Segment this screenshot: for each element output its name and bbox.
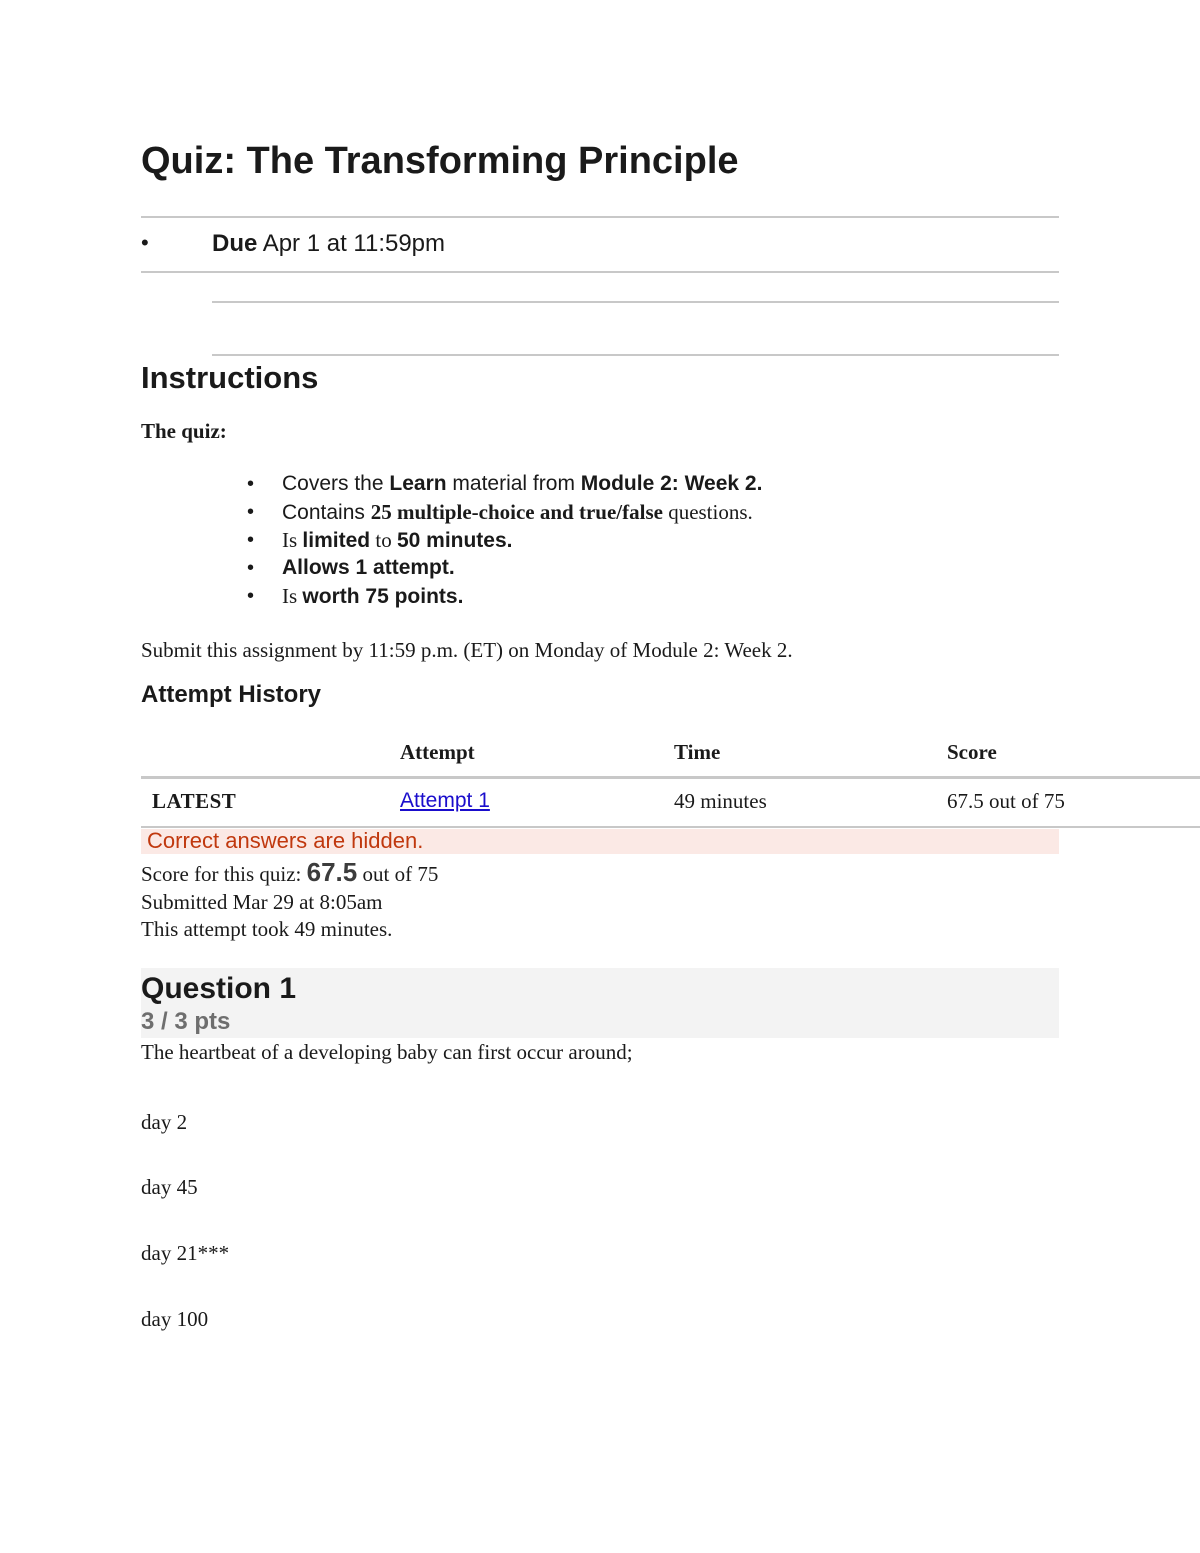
list-item-text: material from (446, 472, 581, 495)
list-item-text: questions. (662, 500, 753, 524)
attempt-link-text[interactable]: Attempt 1 (400, 789, 490, 812)
list-item-text: Contains (282, 501, 371, 524)
due-date-row (141, 230, 1059, 264)
attempt-history-heading: Attempt History (141, 681, 322, 708)
list-item-text-bold: 25 multiple-choice and true/false (370, 500, 663, 524)
answers-hidden-banner (141, 829, 1059, 854)
bullet-icon: • (247, 473, 255, 495)
list-item-text-bold: limited (302, 529, 371, 552)
latest-label: LATEST (152, 789, 237, 813)
instructions-heading: Instructions (141, 360, 319, 395)
instructions-list (245, 470, 762, 610)
attempt-score: 67.5 out of 75 (947, 789, 1065, 813)
due-date (212, 230, 445, 258)
list-item (245, 498, 762, 526)
list-item-text: to (370, 528, 397, 552)
bullet-icon: • (247, 529, 255, 551)
score-value: 67.5 (306, 857, 358, 887)
answers-hidden-text: Correct answers are hidden. (147, 828, 424, 853)
list-item-text-bold: worth 75 points. (302, 585, 464, 608)
instructions-intro: The quiz: (141, 419, 227, 443)
answer-option: day 45 (141, 1175, 198, 1199)
answer-option: day 2 (141, 1110, 188, 1134)
score-prefix: Score for this quiz: (141, 862, 307, 886)
question-text: The heartbeat of a developing baby can first occur around; (141, 1040, 633, 1064)
list-item (245, 582, 762, 610)
attempt-time: 49 minutes (674, 789, 767, 813)
bullet-icon: • (247, 557, 255, 579)
list-item (245, 554, 762, 582)
list-item-text: Is (282, 528, 303, 552)
divider-details-2 (212, 354, 1059, 356)
divider-details-1 (212, 301, 1059, 303)
answer-option: day 100 (141, 1307, 209, 1331)
bullet-icon: • (247, 501, 255, 523)
divider-due-bottom (141, 271, 1059, 273)
list-item-text-bold: 50 minutes. (396, 529, 513, 552)
list-item (245, 526, 762, 554)
column-header-time: Time (674, 740, 721, 764)
answer-option: day 21*** (141, 1241, 230, 1265)
list-item-text: Covers the (282, 472, 390, 495)
table-header-divider (141, 776, 1200, 779)
submit-note: Submit this assignment by 11:59 p.m. (ET) on Monday of Module 2: Week 2. (141, 638, 793, 662)
list-item-text: Is (282, 584, 303, 608)
column-header-score: Score (947, 740, 997, 764)
list-item-text-bold: Module 2: Week 2. (580, 472, 763, 495)
due-label: Due (212, 230, 258, 257)
attempt-link[interactable] (400, 789, 490, 813)
due-value: Apr 1 at 11:59pm (262, 230, 446, 257)
page-title: Quiz: The Transforming Principle (141, 140, 739, 182)
submitted-time: Submitted Mar 29 at 8:05am (141, 890, 383, 914)
bullet-icon: • (247, 585, 255, 607)
question-points: 3 / 3 pts (141, 1008, 231, 1035)
question-title: Question 1 (141, 972, 297, 1005)
list-item-text-bold: Learn (389, 472, 447, 495)
question-header (141, 968, 1059, 1038)
quiz-score-line (141, 857, 438, 888)
column-header-attempt: Attempt (400, 740, 475, 764)
list-item-text-bold: Allows 1 attempt. (282, 556, 455, 579)
list-item (245, 470, 762, 498)
divider-top (141, 216, 1059, 218)
score-suffix: out of 75 (357, 862, 439, 886)
attempt-duration: This attempt took 49 minutes. (141, 917, 393, 941)
bullet-icon: • (141, 230, 149, 255)
